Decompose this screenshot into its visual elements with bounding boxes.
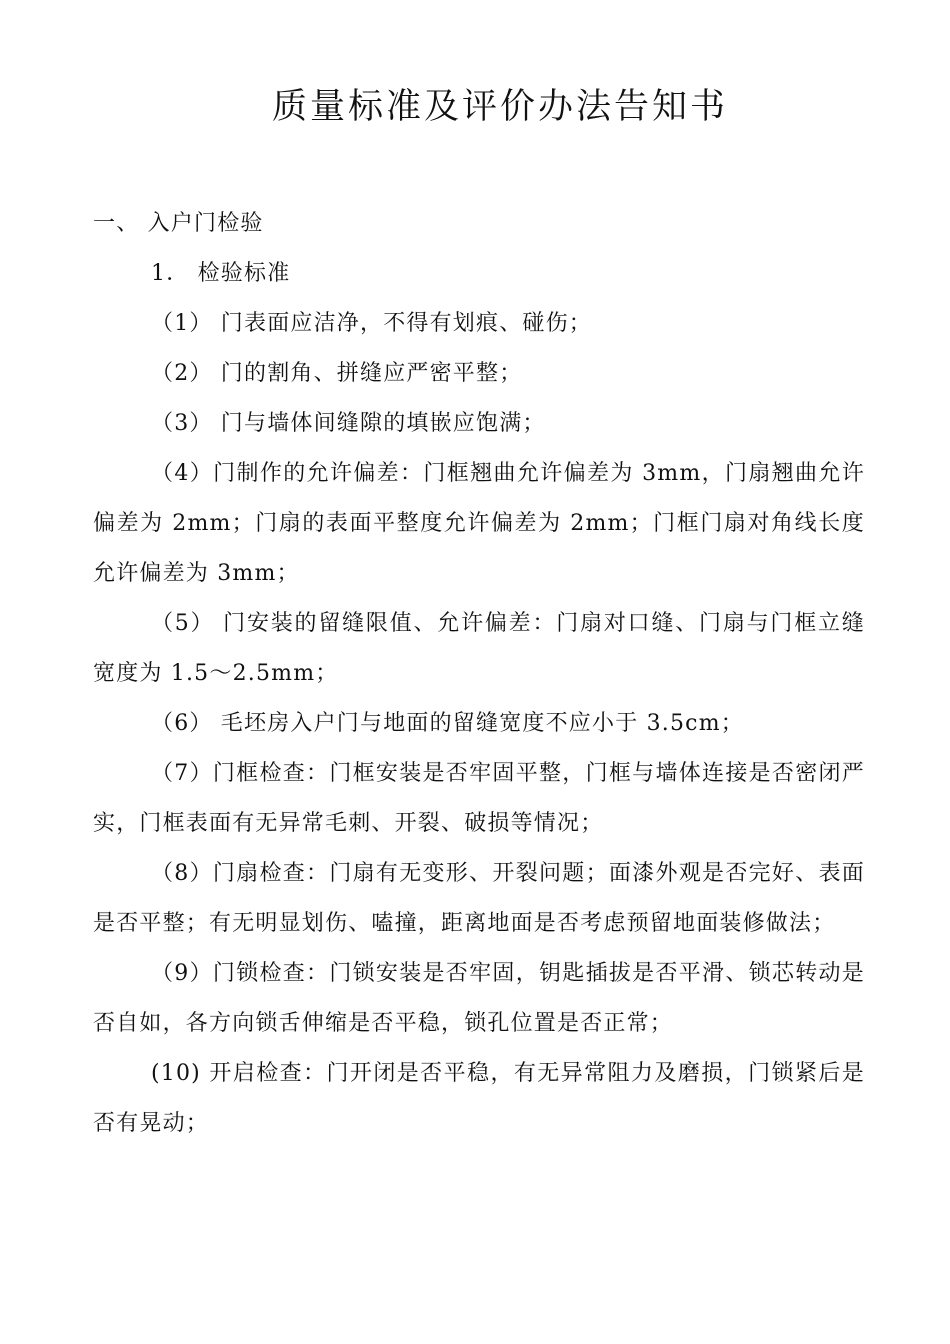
standard-item-2: （2） 门的割角、拼缝应严密平整； (151, 361, 523, 386)
standard-item-1: （1） 门表面应洁净，不得有划痕、碰伤； (151, 311, 592, 336)
section-heading: 一、 入户门检验 (93, 211, 264, 236)
subsection-heading: 1． 检验标准 (151, 261, 291, 286)
standard-item-9: （9）门锁检查：门锁安装是否牢固，钥匙插拔是否平滑、锁芯转动是否自如，各方向锁舌伸缩是否平稳，锁孔位置是否正常； (93, 961, 865, 1036)
standard-item-10: (10) 开启检查：门开闭是否平稳，有无异常阻力及磨损，门锁紧后是否有晃动； (93, 1061, 865, 1136)
standard-item-4: （4）门制作的允许偏差：门框翘曲允许偏差为 3mm，门扇翘曲允许偏差为 2mm；门扇的表面平整度允许偏差为 2mm；门框门扇对角线长度允许偏差为 3mm； (93, 461, 865, 586)
standard-item-3: （3） 门与墙体间缝隙的填嵌应饱满； (151, 411, 546, 436)
standard-item-6: （6） 毛坯房入户门与地面的留缝宽度不应小于 3.5cm； (151, 711, 744, 736)
standard-item-7: （7）门框检查：门框安装是否牢固平整，门框与墙体连接是否密闭严实，门框表面有无异常毛刺、开裂、破损等情况； (93, 761, 865, 836)
standard-item-5: （5） 门安装的留缝限值、允许偏差：门扇对口缝、门扇与门框立缝宽度为 1.5～2.5mm； (93, 611, 865, 686)
document-title: 质量标准及评价办法告知书 (271, 87, 728, 127)
document-body (93, 199, 865, 1149)
standard-item-8: （8）门扇检查：门扇有无变形、开裂问题；面漆外观是否完好、表面是否平整；有无明显划伤、嗑撞，距离地面是否考虑预留地面装修做法； (93, 861, 865, 936)
